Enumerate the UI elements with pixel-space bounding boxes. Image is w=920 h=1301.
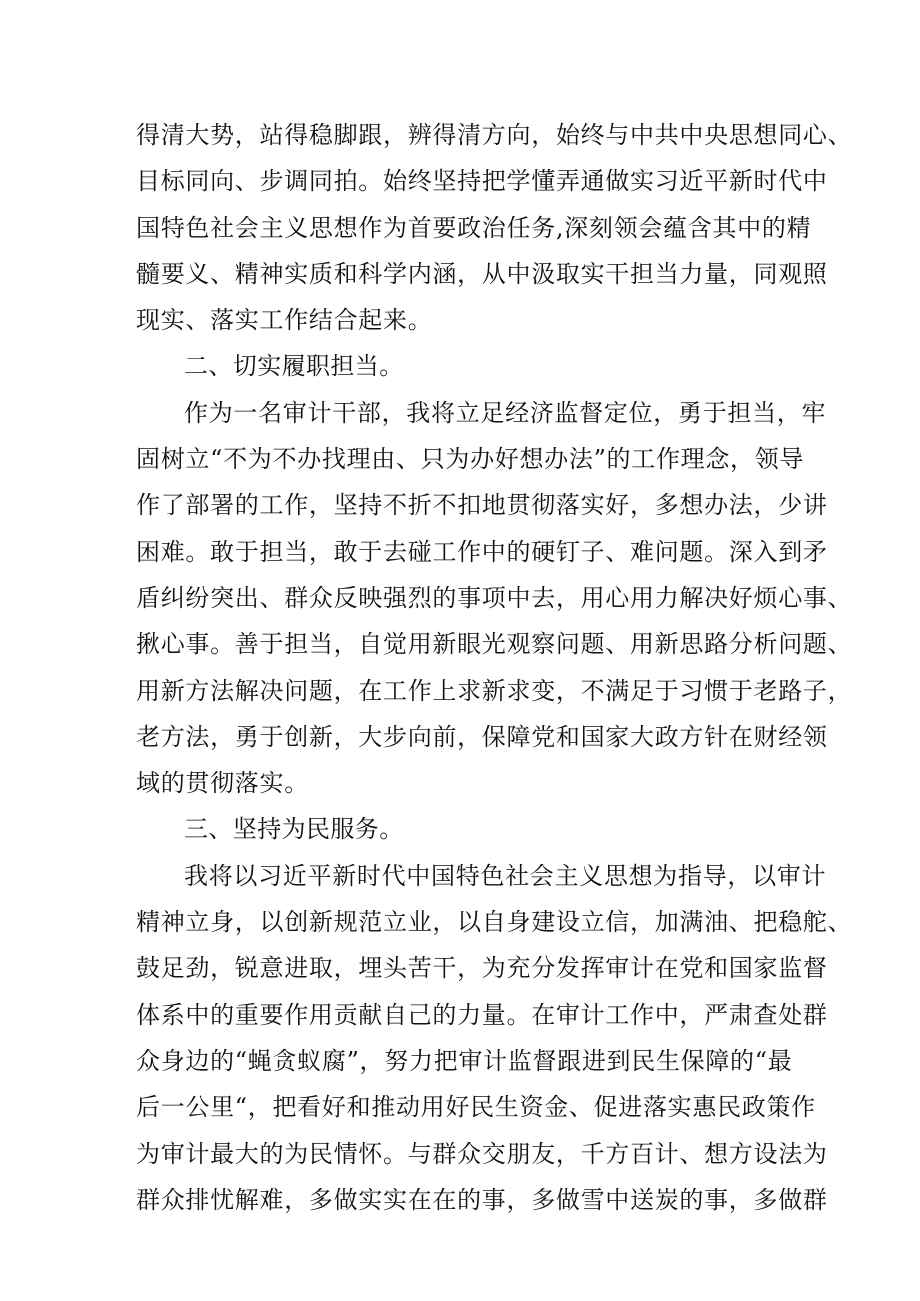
text-line: 作了部署的工作，坚持不折不扣地贯彻落实好，多想办法，少讲 (136, 491, 828, 520)
text-line: 众身边的“蝇贪蚁腐”，努力把审计监督跟进到民生保障的“最 (136, 1046, 793, 1075)
text-line: 鼓足劲，锐意进取，埋头苦干，为充分发挥审计在党和国家监督 (136, 954, 828, 983)
section-heading-3: 三、坚持为民服务。 (184, 815, 404, 844)
paragraph-serve-people (136, 853, 853, 1223)
paragraph-fulfill-duties (136, 390, 853, 807)
text-line: 群众排忧解难，多做实实在在的事，多做雪中送炭的事，多做群 (136, 1185, 828, 1214)
text-line: 困难。敢于担当，敢于去碰工作中的硬钉子、难问题。深入到矛 (136, 537, 828, 566)
text-line: 固树立“不为不办找理由、只为办好想办法”的工作理念，领导 (136, 445, 805, 474)
text-line: 国特色社会主义思想作为首要政治任务,深刻领会蕴含其中的精 (136, 213, 812, 242)
text-line: 老方法，勇于创新，大步向前，保障党和国家大政方针在财经领 (136, 722, 828, 751)
section-heading-2: 二、切实履职担当。 (184, 352, 404, 381)
text-line: 为审计最大的为民情怀。与群众交朋友，千方百计、想方设法为 (136, 1139, 828, 1168)
text-line: 用新方法解决问题，在工作上求新求变，不满足于习惯于老路子， (136, 676, 853, 705)
text-line: 我将以习近平新时代中国特色社会主义思想为指导，以审计 (184, 861, 827, 890)
text-line: 得清大势，站得稳脚跟，辨得清方向，始终与中共中央思想同心、 (136, 121, 853, 149)
text-line: 盾纠纷突出、群众反映强烈的事项中去，用心用力解决好烦心事、 (136, 583, 853, 612)
text-line: 现实、落实工作结合起来。 (136, 306, 433, 335)
document-body (136, 112, 853, 1223)
text-line: 精神立身，以创新规范立业，以自身建设立信，加满油、把稳舵、 (136, 908, 853, 937)
text-line: 目标同向、步调同拍。始终坚持把学懂弄通做实习近平新时代中 (136, 167, 828, 196)
text-line: 域的贯彻落实。 (136, 769, 309, 798)
text-line: 作为一名审计干部，我将立足经济监督定位，勇于担当，牢 (184, 398, 827, 427)
text-line: 后一公里“，把看好和推动用好民生资金、促进落实惠民政策作 (136, 1093, 816, 1122)
text-line: 体系中的重要作用贡献自己的力量。在审计工作中，严肃查处群 (136, 1000, 828, 1029)
text-line: 揪心事。善于担当，自觉用新眼光观察问题、用新思路分析问题、 (136, 630, 853, 659)
text-line: 髓要义、精神实质和科学内涵，从中汲取实干担当力量，同观照 (136, 259, 828, 288)
paragraph-continuation (136, 112, 853, 343)
